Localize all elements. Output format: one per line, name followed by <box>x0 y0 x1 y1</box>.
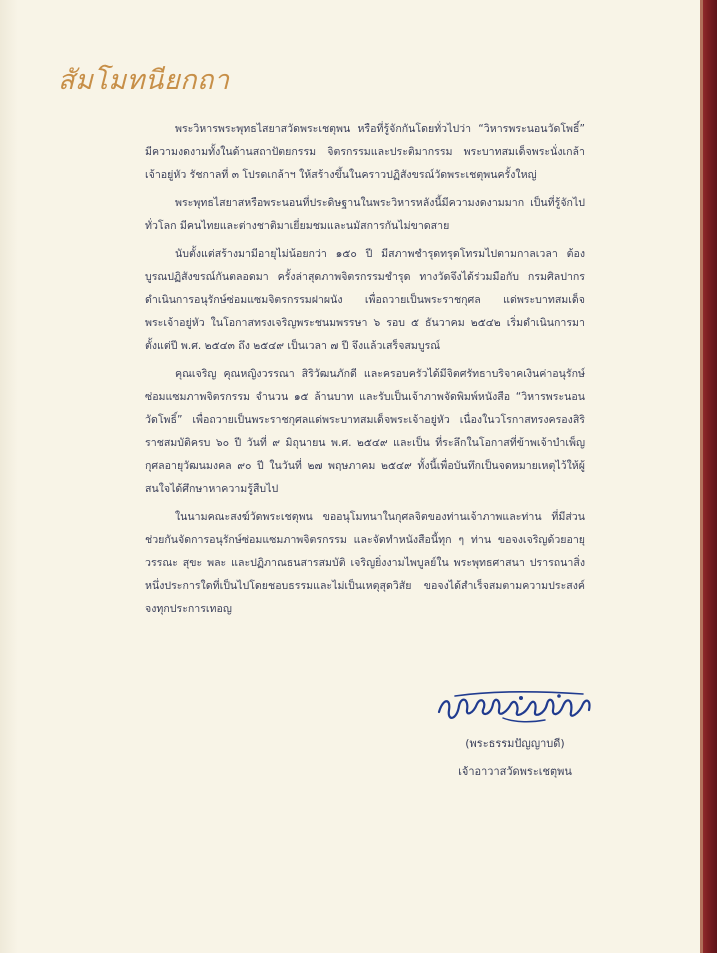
page-title: สัมโมทนียกถา <box>58 65 230 96</box>
signatory-position: เจ้าอาวาสวัดพระเชตุพน <box>458 765 572 778</box>
paragraph-1: พระวิหารพระพุทธไสยาสวัดพระเชตุพน หรือที่รู้จักกันโดยทั่วไปว่า “วิหารพระนอนวัดโพธิ์” มีความงดงามทั้งในด้านสถาปัตยกรรม จิตรกรรมและประติมากรรม พระบาทสมเด็จพระนั่งเกล้าเจ้าอยู่หัว รัชกาลที่ ๓ โปรดเกล้าฯ ให้สร้างขึ้นในคราวปฏิสังขรณ์วัดพระเชตุพนครั้งใหญ่ <box>145 123 585 181</box>
book-binding-edge <box>700 0 717 953</box>
paragraph-4: คุณเจริญ คุณหญิงวรรณา สิริวัฒนภักดี และครอบครัวได้มีจิตศรัทธาบริจาคเงินค่าอนุรักษ์ซ่อมแซมภาพจิตรกรรม จำนวน ๑๕ ล้านบาท และรับเป็นเจ้าภาพจัดพิมพ์หนังสือ “วิหารพระนอนวัดโพธิ์” เพื่อถวายเป็นพระราชกุศลแด่พระบาทสมเด็จพระเจ้าอยู่หัว เนื่องในวโรกาสทรงครองสิริราชสมบัติครบ ๖๐ ปี วันที่ ๙ มิถุนายน พ.ศ. ๒๕๔๙ และเป็น ที่ระลึกในโอกาสที่ข้าพเจ้าบำเพ็ญกุศลอายุวัฒนมงคล ๙๐ ปี ในวันที่ ๒๗ พฤษภาคม ๒๕๔๙ ทั้งนี้เพื่อบันทึกเป็นจดหมายเหตุไว้ให้ผู้สนใจได้ศึกษาหาความรู้สืบไป <box>145 368 585 495</box>
paragraph-3: นับตั้งแต่สร้างมามีอายุไม่น้อยกว่า ๑๕๐ ปี มีสภาพชำรุดทรุดโทรมไปตามกาลเวลา ต้องบูรณปฏิสังขรณ์กันตลอดมา ครั้งล่าสุดภาพจิตรกรรมชำรุด ทางวัดจึงได้ร่วมมือกับ กรมศิลปากร ดำเนินการอนุรักษ์ซ่อมแซมจิตรกรรมฝาผนัง เพื่อถวายเป็นพระราชกุศล แด่พระบาทสมเด็จพระเจ้าอยู่หัว ในโอกาสทรงเจริญพระชนมพรรษา ๖ รอบ ๕ ธันวาคม ๒๕๔๒ เริ่มดำเนินการมาตั้งแต่ปี พ.ศ. ๒๕๔๓ ถึง ๒๕๔๙ เป็นเวลา ๗ ปี จึงแล้วเสร็จสมบูรณ์ <box>145 248 585 352</box>
page-edge-shadow <box>0 0 18 953</box>
paragraph-2: พระพุทธไสยาสหรือพระนอนที่ประดิษฐานในพระวิหารหลังนี้มีความงดงามมาก เป็นที่รู้จักไปทั่วโลก มีคนไทยและต่างชาติมาเยี่ยมชมและนมัสการกันไม่ขาดสาย <box>145 197 585 232</box>
signature-block <box>420 690 610 782</box>
handwritten-signature <box>433 690 598 724</box>
signatory-name: (พระธรรมปัญญาบดี) <box>465 737 565 750</box>
paragraph-5: ในนามคณะสงฆ์วัดพระเชตุพน ขออนุโมทนาในกุศลจิตของท่านเจ้าภาพและท่าน ที่มีส่วนช่วยกันจัดการอนุรักษ์ซ่อมแซมภาพจิตรกรรม และจัดทำหนังสือนี้ทุก ๆ ท่าน ขอจงเจริญด้วยอายุ วรรณะ สุขะ พละ และปฏิภาณธนสารสมบัติ เจริญยิ่งงามไพบูลย์ใน พระพุทธศาสนา ปรารถนาสิ่งหนึ่งประการใดที่เป็นไปโดยชอบธรรมและไม่เป็นเหตุสุดวิสัย ขอจงได้สำเร็จสมตามความประสงค์จงทุกประการเทอญ <box>145 511 585 615</box>
document-body <box>145 118 585 626</box>
